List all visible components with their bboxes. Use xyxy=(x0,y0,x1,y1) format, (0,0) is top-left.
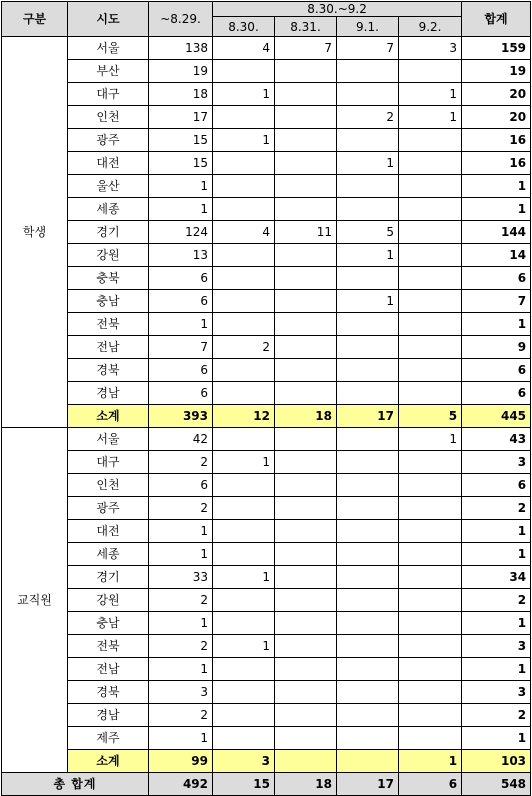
header-before: ~8.29. xyxy=(149,2,213,37)
category-label: 학생 xyxy=(2,37,68,428)
total-cell: 6 xyxy=(462,474,531,497)
d3-cell xyxy=(337,727,399,750)
d2-cell xyxy=(275,635,337,658)
total-cell: 20 xyxy=(462,106,531,129)
d1-cell: 1 xyxy=(213,83,275,106)
grand-total-d3: 17 xyxy=(337,773,399,796)
before-cell: 124 xyxy=(149,221,213,244)
subtotal-d3: 17 xyxy=(337,405,399,428)
before-cell: 7 xyxy=(149,336,213,359)
d2-cell xyxy=(275,612,337,635)
d2-cell: 11 xyxy=(275,221,337,244)
before-cell: 18 xyxy=(149,83,213,106)
d2-cell xyxy=(275,359,337,382)
total-cell: 2 xyxy=(462,704,531,727)
table-row xyxy=(2,635,531,658)
d3-cell: 1 xyxy=(337,244,399,267)
before-cell: 13 xyxy=(149,244,213,267)
before-cell: 1 xyxy=(149,543,213,566)
d2-cell: 7 xyxy=(275,37,337,60)
region-cell: 경기 xyxy=(68,566,149,589)
region-cell: 경남 xyxy=(68,704,149,727)
before-cell: 2 xyxy=(149,635,213,658)
d4-cell xyxy=(399,451,462,474)
d2-cell xyxy=(275,313,337,336)
d2-cell xyxy=(275,382,337,405)
subtotal-d1: 12 xyxy=(213,405,275,428)
region-cell: 강원 xyxy=(68,244,149,267)
header-day: 9.2. xyxy=(399,17,462,37)
d1-cell: 1 xyxy=(213,451,275,474)
subtotal-row xyxy=(2,750,531,773)
region-cell: 전남 xyxy=(68,658,149,681)
subtotal-d2: 18 xyxy=(275,405,337,428)
total-cell: 2 xyxy=(462,589,531,612)
total-cell: 1 xyxy=(462,658,531,681)
table-row xyxy=(2,221,531,244)
d3-cell: 1 xyxy=(337,152,399,175)
table-row xyxy=(2,129,531,152)
d4-cell xyxy=(399,566,462,589)
total-cell: 9 xyxy=(462,336,531,359)
total-cell: 1 xyxy=(462,612,531,635)
d1-cell xyxy=(213,244,275,267)
d1-cell: 2 xyxy=(213,336,275,359)
d1-cell xyxy=(213,198,275,221)
d4-cell xyxy=(399,152,462,175)
d1-cell xyxy=(213,658,275,681)
d1-cell xyxy=(213,290,275,313)
d2-cell xyxy=(275,152,337,175)
d3-cell xyxy=(337,612,399,635)
region-cell: 전북 xyxy=(68,313,149,336)
before-cell: 1 xyxy=(149,658,213,681)
d3-cell xyxy=(337,474,399,497)
subtotal-label: 소계 xyxy=(68,405,149,428)
d2-cell xyxy=(275,681,337,704)
cases-table xyxy=(1,1,531,796)
d2-cell xyxy=(275,497,337,520)
d1-cell xyxy=(213,681,275,704)
region-cell: 충북 xyxy=(68,267,149,290)
d2-cell xyxy=(275,60,337,83)
d4-cell xyxy=(399,221,462,244)
total-cell: 34 xyxy=(462,566,531,589)
d1-cell xyxy=(213,497,275,520)
d2-cell xyxy=(275,129,337,152)
before-cell: 1 xyxy=(149,175,213,198)
table-row xyxy=(2,37,531,60)
category-label: 교직원 xyxy=(2,428,68,773)
d1-cell xyxy=(213,543,275,566)
d4-cell xyxy=(399,589,462,612)
region-cell: 경북 xyxy=(68,359,149,382)
d2-cell xyxy=(275,704,337,727)
d2-cell xyxy=(275,244,337,267)
table-row xyxy=(2,152,531,175)
region-cell: 대전 xyxy=(68,520,149,543)
d3-cell xyxy=(337,428,399,451)
total-cell: 6 xyxy=(462,382,531,405)
d4-cell xyxy=(399,543,462,566)
subtotal-d2 xyxy=(275,750,337,773)
region-cell: 인천 xyxy=(68,106,149,129)
grand-total-before: 492 xyxy=(149,773,213,796)
d2-cell xyxy=(275,566,337,589)
d4-cell xyxy=(399,612,462,635)
header-category: 구분 xyxy=(2,2,68,37)
region-cell: 제주 xyxy=(68,727,149,750)
before-cell: 19 xyxy=(149,60,213,83)
d1-cell: 1 xyxy=(213,129,275,152)
d3-cell xyxy=(337,451,399,474)
grand-total-d4: 6 xyxy=(399,773,462,796)
d3-cell xyxy=(337,704,399,727)
d4-cell xyxy=(399,267,462,290)
region-cell: 서울 xyxy=(68,37,149,60)
before-cell: 15 xyxy=(149,129,213,152)
before-cell: 1 xyxy=(149,727,213,750)
table-row xyxy=(2,566,531,589)
table-row xyxy=(2,244,531,267)
region-cell: 전남 xyxy=(68,336,149,359)
table-row xyxy=(2,681,531,704)
d4-cell xyxy=(399,382,462,405)
d3-cell xyxy=(337,543,399,566)
grand-total-row xyxy=(2,773,531,796)
table-row xyxy=(2,543,531,566)
total-cell: 16 xyxy=(462,129,531,152)
subtotal-label: 소계 xyxy=(68,750,149,773)
subtotal-d1: 3 xyxy=(213,750,275,773)
before-cell: 1 xyxy=(149,198,213,221)
d1-cell: 4 xyxy=(213,221,275,244)
d1-cell: 4 xyxy=(213,37,275,60)
region-cell: 세종 xyxy=(68,543,149,566)
d3-cell xyxy=(337,635,399,658)
subtotal-before: 393 xyxy=(149,405,213,428)
table-row xyxy=(2,497,531,520)
subtotal-row xyxy=(2,405,531,428)
d3-cell xyxy=(337,129,399,152)
region-cell: 대전 xyxy=(68,152,149,175)
d4-cell xyxy=(399,60,462,83)
d4-cell: 1 xyxy=(399,428,462,451)
total-cell: 16 xyxy=(462,152,531,175)
d3-cell xyxy=(337,658,399,681)
subtotal-before: 99 xyxy=(149,750,213,773)
d4-cell xyxy=(399,336,462,359)
d2-cell xyxy=(275,543,337,566)
d1-cell xyxy=(213,359,275,382)
d3-cell xyxy=(337,497,399,520)
header-day: 9.1. xyxy=(337,17,399,37)
d1-cell xyxy=(213,106,275,129)
before-cell: 42 xyxy=(149,428,213,451)
before-cell: 6 xyxy=(149,359,213,382)
before-cell: 15 xyxy=(149,152,213,175)
total-cell: 1 xyxy=(462,727,531,750)
region-cell: 충남 xyxy=(68,290,149,313)
d1-cell xyxy=(213,589,275,612)
table-row xyxy=(2,175,531,198)
grand-total-total: 548 xyxy=(462,773,531,796)
d4-cell xyxy=(399,635,462,658)
before-cell: 6 xyxy=(149,290,213,313)
table-row xyxy=(2,290,531,313)
total-cell: 1 xyxy=(462,175,531,198)
before-cell: 138 xyxy=(149,37,213,60)
d1-cell xyxy=(213,704,275,727)
d3-cell xyxy=(337,359,399,382)
d2-cell xyxy=(275,336,337,359)
table-row xyxy=(2,106,531,129)
table-row xyxy=(2,520,531,543)
d3-cell xyxy=(337,681,399,704)
d1-cell xyxy=(213,474,275,497)
table-row xyxy=(2,60,531,83)
total-cell: 6 xyxy=(462,359,531,382)
subtotal-total: 103 xyxy=(462,750,531,773)
region-cell: 경남 xyxy=(68,382,149,405)
d4-cell xyxy=(399,727,462,750)
table-row xyxy=(2,658,531,681)
d1-cell xyxy=(213,152,275,175)
region-cell: 강원 xyxy=(68,589,149,612)
d4-cell xyxy=(399,681,462,704)
d3-cell xyxy=(337,267,399,290)
header-region: 시도 xyxy=(68,2,149,37)
d4-cell xyxy=(399,175,462,198)
region-cell: 세종 xyxy=(68,198,149,221)
d3-cell xyxy=(337,198,399,221)
d2-cell xyxy=(275,267,337,290)
d1-cell: 1 xyxy=(213,635,275,658)
before-cell: 3 xyxy=(149,681,213,704)
before-cell: 33 xyxy=(149,566,213,589)
region-cell: 광주 xyxy=(68,497,149,520)
table-row xyxy=(2,704,531,727)
before-cell: 1 xyxy=(149,520,213,543)
total-cell: 1 xyxy=(462,313,531,336)
d3-cell xyxy=(337,566,399,589)
d1-cell xyxy=(213,520,275,543)
before-cell: 17 xyxy=(149,106,213,129)
d4-cell xyxy=(399,198,462,221)
table-row xyxy=(2,382,531,405)
d3-cell xyxy=(337,83,399,106)
region-cell: 경북 xyxy=(68,681,149,704)
d4-cell xyxy=(399,497,462,520)
region-cell: 경기 xyxy=(68,221,149,244)
d1-cell xyxy=(213,428,275,451)
d4-cell xyxy=(399,658,462,681)
before-cell: 1 xyxy=(149,612,213,635)
d2-cell xyxy=(275,175,337,198)
d2-cell xyxy=(275,106,337,129)
header-total: 합계 xyxy=(462,2,531,37)
d3-cell: 1 xyxy=(337,290,399,313)
total-cell: 14 xyxy=(462,244,531,267)
table-row xyxy=(2,474,531,497)
table-row xyxy=(2,359,531,382)
d3-cell xyxy=(337,175,399,198)
d3-cell: 5 xyxy=(337,221,399,244)
total-cell: 6 xyxy=(462,267,531,290)
subtotal-total: 445 xyxy=(462,405,531,428)
region-cell: 광주 xyxy=(68,129,149,152)
d3-cell xyxy=(337,520,399,543)
header-day: 8.31. xyxy=(275,17,337,37)
d1-cell xyxy=(213,612,275,635)
total-cell: 20 xyxy=(462,83,531,106)
before-cell: 2 xyxy=(149,589,213,612)
total-cell: 144 xyxy=(462,221,531,244)
total-cell: 2 xyxy=(462,497,531,520)
d2-cell xyxy=(275,520,337,543)
d4-cell xyxy=(399,290,462,313)
d2-cell xyxy=(275,451,337,474)
region-cell: 서울 xyxy=(68,428,149,451)
total-cell: 1 xyxy=(462,543,531,566)
d1-cell xyxy=(213,382,275,405)
total-cell: 43 xyxy=(462,428,531,451)
before-cell: 6 xyxy=(149,267,213,290)
d3-cell xyxy=(337,60,399,83)
d3-cell xyxy=(337,336,399,359)
subtotal-d3 xyxy=(337,750,399,773)
total-cell: 3 xyxy=(462,451,531,474)
region-cell: 인천 xyxy=(68,474,149,497)
table-row xyxy=(2,83,531,106)
d4-cell: 3 xyxy=(399,37,462,60)
d1-cell xyxy=(213,267,275,290)
region-cell: 대구 xyxy=(68,451,149,474)
d3-cell xyxy=(337,313,399,336)
d2-cell xyxy=(275,474,337,497)
total-cell: 159 xyxy=(462,37,531,60)
total-cell: 1 xyxy=(462,520,531,543)
d4-cell xyxy=(399,313,462,336)
grand-total-d2: 18 xyxy=(275,773,337,796)
d2-cell xyxy=(275,290,337,313)
before-cell: 2 xyxy=(149,451,213,474)
d1-cell xyxy=(213,313,275,336)
d2-cell xyxy=(275,428,337,451)
header-row-1 xyxy=(2,2,531,17)
subtotal-d4: 1 xyxy=(399,750,462,773)
d4-cell: 1 xyxy=(399,106,462,129)
d2-cell xyxy=(275,198,337,221)
d2-cell xyxy=(275,589,337,612)
d3-cell: 7 xyxy=(337,37,399,60)
region-cell: 대구 xyxy=(68,83,149,106)
header-day: 8.30. xyxy=(213,17,275,37)
total-cell: 19 xyxy=(462,60,531,83)
table-body xyxy=(2,37,531,796)
table-row xyxy=(2,267,531,290)
header-period: 8.30.~9.2 xyxy=(213,2,462,17)
d3-cell: 2 xyxy=(337,106,399,129)
d4-cell xyxy=(399,474,462,497)
total-cell: 1 xyxy=(462,198,531,221)
before-cell: 6 xyxy=(149,474,213,497)
table-row xyxy=(2,589,531,612)
d2-cell xyxy=(275,83,337,106)
total-cell: 7 xyxy=(462,290,531,313)
table-row xyxy=(2,198,531,221)
d1-cell xyxy=(213,727,275,750)
d4-cell xyxy=(399,704,462,727)
grand-total-label: 총 합계 xyxy=(2,773,149,796)
table-row xyxy=(2,451,531,474)
d1-cell xyxy=(213,175,275,198)
total-cell: 3 xyxy=(462,681,531,704)
total-cell: 3 xyxy=(462,635,531,658)
before-cell: 1 xyxy=(149,313,213,336)
d1-cell xyxy=(213,60,275,83)
before-cell: 6 xyxy=(149,382,213,405)
d3-cell xyxy=(337,382,399,405)
table-row xyxy=(2,612,531,635)
table-row xyxy=(2,428,531,451)
d4-cell xyxy=(399,244,462,267)
table-row xyxy=(2,336,531,359)
table-row xyxy=(2,727,531,750)
region-cell: 부산 xyxy=(68,60,149,83)
region-cell: 충남 xyxy=(68,612,149,635)
grand-total-d1: 15 xyxy=(213,773,275,796)
before-cell: 2 xyxy=(149,704,213,727)
region-cell: 울산 xyxy=(68,175,149,198)
d2-cell xyxy=(275,658,337,681)
table-row xyxy=(2,313,531,336)
subtotal-d4: 5 xyxy=(399,405,462,428)
d4-cell: 1 xyxy=(399,83,462,106)
d1-cell: 1 xyxy=(213,566,275,589)
d4-cell xyxy=(399,359,462,382)
d2-cell xyxy=(275,727,337,750)
d3-cell xyxy=(337,589,399,612)
before-cell: 2 xyxy=(149,497,213,520)
d4-cell xyxy=(399,129,462,152)
region-cell: 전북 xyxy=(68,635,149,658)
d4-cell xyxy=(399,520,462,543)
